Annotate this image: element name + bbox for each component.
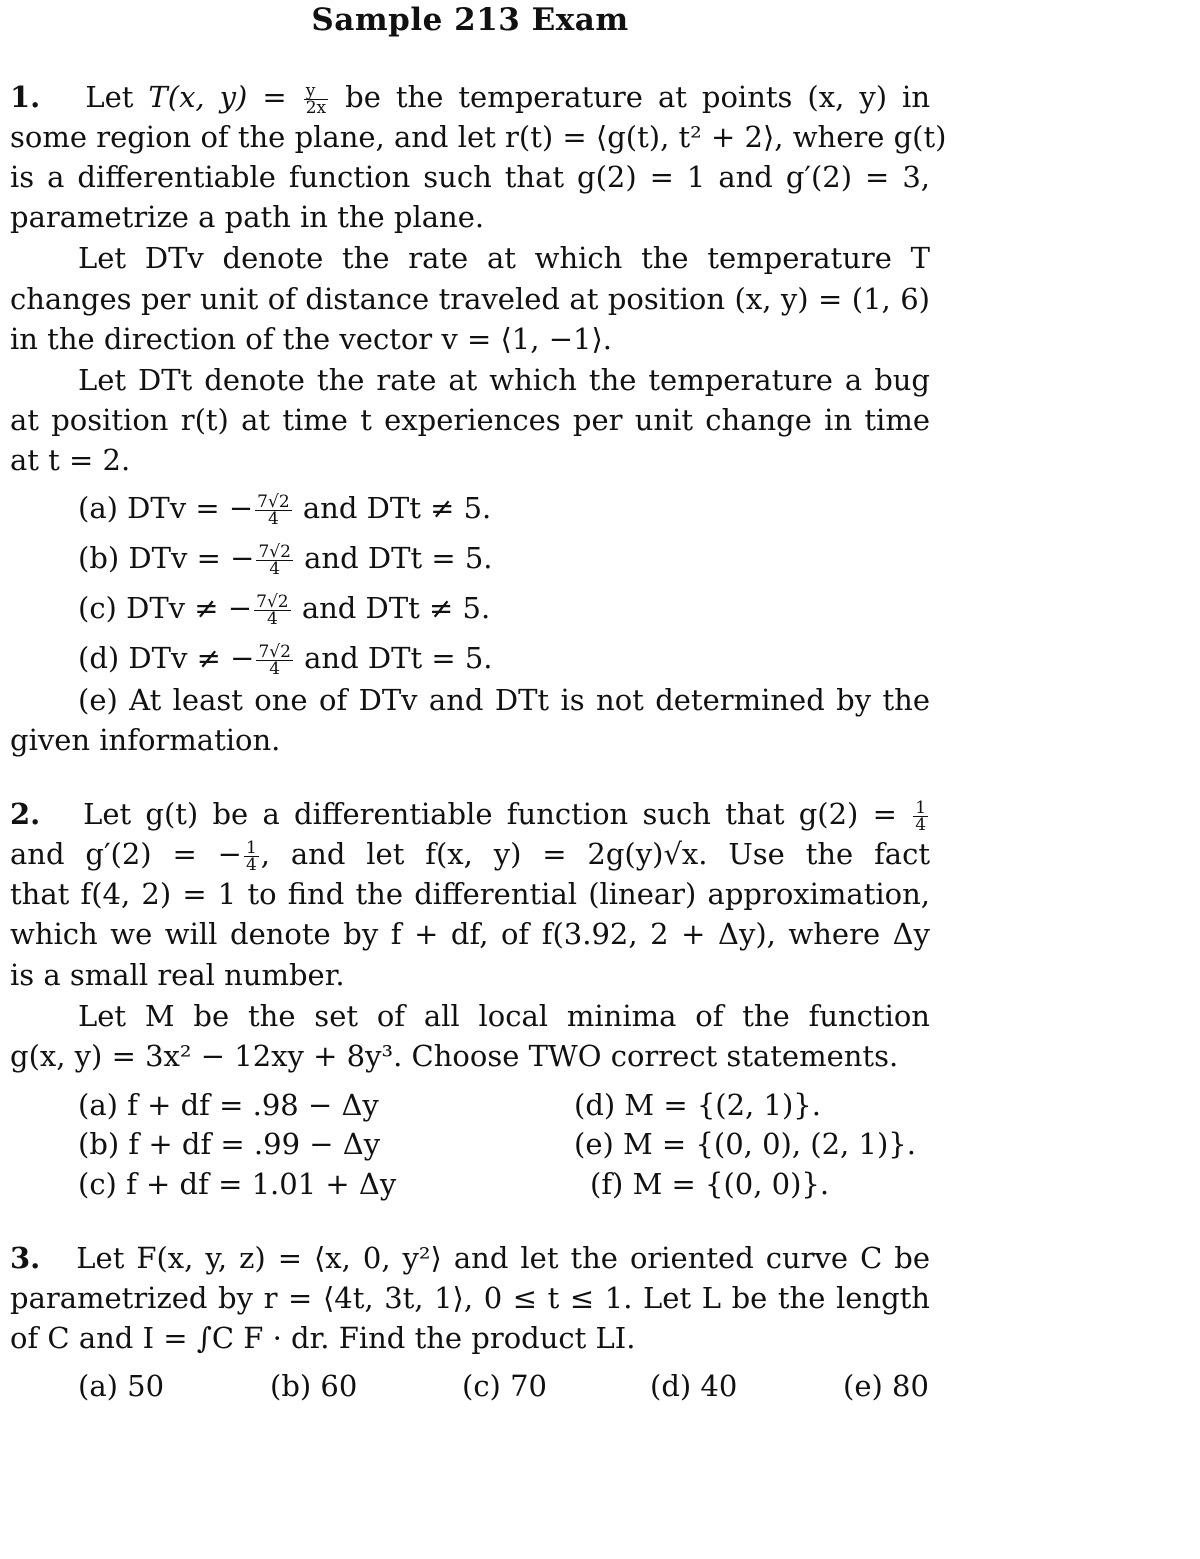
q2-line-2: and g′(2) = − $\frac{1}{4}$ , and let f(x, y) = 2g(y)√x. Use the fact [10,837,930,875]
q3-line-2: parametrized by r = ⟨4t, 3t, 1⟩, 0 ≤ t ≤ 1. Let L be the length [10,1281,930,1315]
q3-line-3: of C and I = ∫C F · dr. Find the product LI. [10,1321,636,1355]
q2-option-e: (e) M = {(0, 0), (2, 1)}. [574,1127,916,1161]
q2-option-a: (a) f + df = .98 − Δy [78,1088,379,1122]
q3-line-1: 3. Let F(x, y, z) = ⟨x, 0, y²⟩ and let the oriented curve C be [10,1241,930,1275]
q2-number: 2. [10,797,41,831]
q1-para3-line-3: at t = 2. [10,443,131,477]
q1-option-b: (b) DTv = − $\frac{7√2}{4}$ and DTt = 5. [78,541,493,579]
q1-para3-line-1: Let DTt denote the rate at which the temperature a bug [78,363,930,397]
temperature-fraction: $\frac{y}{2x}$ [305,80,327,118]
q1-line-4: parametrize a path in the plane. [10,200,485,234]
q2-line-3: that f(4, 2) = 1 to find the differential (linear) approximation, [10,877,930,911]
q2-line-1: 2. Let g(t) be a differentiable function such that g(2) = $\frac{1}{4}$ [10,797,927,835]
q2-option-b: (b) f + df = .99 − Δy [78,1127,381,1161]
q2-line-4: which we will denote by f + df, of f(3.92, 2 + Δy), where Δy [10,917,930,951]
q2-line-5: is a small real number. [10,958,345,992]
q1-para2-line-2: changes per unit of distance traveled at position (x, y) = (1, 6) [10,282,930,316]
q1-option-e-line-1: (e) At least one of DTv and DTt is not determined by the [78,683,930,717]
q3-answer-c: (c) 70 [462,1369,547,1403]
q1-line-3: is a differentiable function such that g(2) = 1 and g′(2) = 3, [10,160,930,194]
q2-para2-line-2: g(x, y) = 3x² − 12xy + 8y³. Choose TWO correct statements. [10,1039,899,1073]
q3-answer-d: (d) 40 [650,1369,738,1403]
page-title: Sample 213 Exam [311,2,629,38]
q2-para2-line-1: Let M be the set of all local minima of the function [78,999,930,1033]
q3-answer-a: (a) 50 [78,1369,165,1403]
q2-option-d: (d) M = {(2, 1)}. [574,1088,821,1122]
q1-para2-line-1: Let DTv denote the rate at which the temperature T [78,241,930,275]
q1-option-a: (a) DTv = − $\frac{7√2}{4}$ and DTt ≠ 5. [78,491,492,529]
q3-answer-e: (e) 80 [843,1369,929,1403]
q1-line-2: some region of the plane, and let r(t) = ⟨g(t), t² + 2⟩, where g(t) [10,120,947,154]
q1-line-1: 1. Let T(x, y) = $\frac{y}{2x}$ be the temperature at points (x, y) in [10,80,930,118]
q2-option-c: (c) f + df = 1.01 + Δy [78,1167,397,1201]
q3-answer-b: (b) 60 [270,1369,358,1403]
q1-number: 1. [10,80,41,114]
q3-number: 3. [10,1241,41,1275]
q1-option-d: (d) DTv ≠ − $\frac{7√2}{4}$ and DTt = 5. [78,641,493,679]
q1-option-e-line-2: given information. [10,723,281,757]
q1-para3-line-2: at position r(t) at time t experiences per unit change in time [10,403,930,437]
q1-option-c: (c) DTv ≠ − $\frac{7√2}{4}$ and DTt ≠ 5. [78,591,491,629]
q2-option-f: (f) M = {(0, 0)}. [590,1167,830,1201]
q1-para2-line-3: in the direction of the vector v = ⟨1, −1⟩. [10,322,612,356]
